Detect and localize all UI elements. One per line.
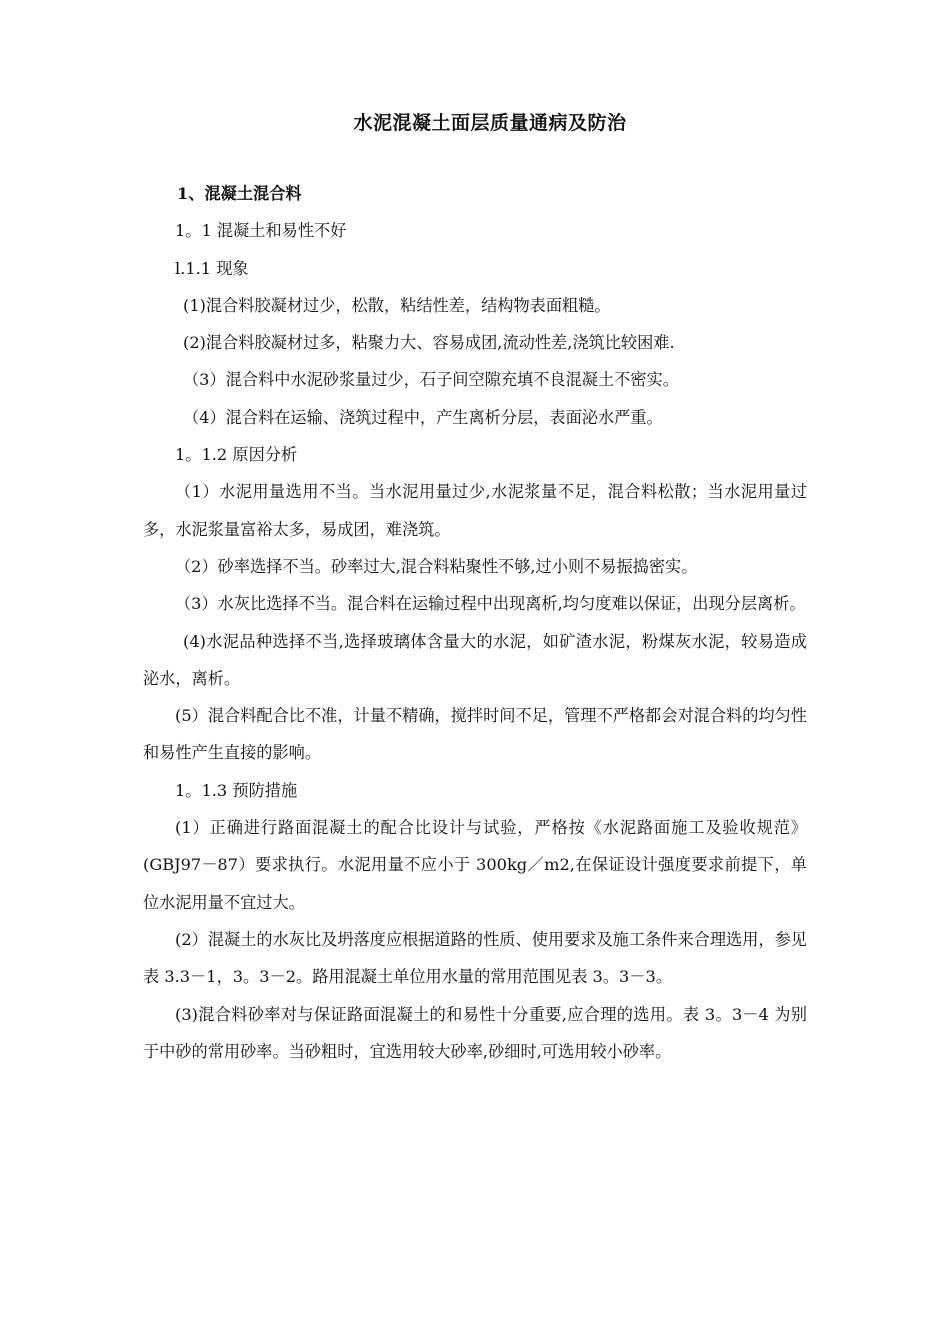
document-title: 水泥混凝土面层质量通病及防治 [353, 112, 627, 134]
paragraph: （3）水灰比选择不当。混合料在运输过程中出现离析,均匀度难以保证，出现分层离析。 [175, 594, 806, 614]
section-heading: 1、混凝土混合料 [177, 184, 302, 203]
paragraph: (2）混凝土的水灰比及坍落度应根据道路的性质、使用要求及施工条件来合理选用，参见表 3.3－1，3。3－2。路用混凝土单位用水量的常用范围见表 3。3－3。 [143, 929, 807, 987]
paragraph: （2）砂率选择不当。砂率过大,混合料粘聚性不够,过小则不易振捣密实。 [175, 556, 698, 576]
paragraph: (5）混合料配合比不准，计量不精确，搅拌时间不足，管理不严格都会对混合料的均匀性和易性产生直接的影响。 [143, 706, 807, 763]
paragraph: (3)混合料砂率对与保证路面混凝土的和易性十分重要,应合理的选用。表 3。3－4 为别于中砂的常用砂率。当砂粗时，宜选用较大砂率,砂细时,可选用较小砂率。 [143, 1004, 807, 1061]
subsection-heading: 1。1.3 预防措施 [175, 780, 298, 800]
paragraph: (4)水泥品种选择不当,选择玻璃体含量大的水泥，如矿渣水泥，粉煤灰水泥，较易造成泌水，离析。 [143, 631, 807, 688]
subsection-heading: 1。1.2 原因分析 [175, 445, 298, 465]
paragraph: (1）正确进行路面混凝土的配合比设计与试验，严格按《水泥路面施工及验收规范》(GBJ97－87）要求执行。水泥用量不应小于 300kg／m2,在保证设计强度要求前提下，单位水泥用量不宜过大。 [143, 818, 807, 912]
paragraph: （3）混合料中水泥砂浆量过少，石子间空隙充填不良混凝土不密实。 [183, 370, 679, 390]
document-body [143, 175, 807, 1070]
subsection-heading: 1。1 混凝土和易性不好 [175, 221, 347, 241]
paragraph: （4）混合料在运输、浇筑过程中，产生离析分层，表面泌水严重。 [183, 407, 663, 427]
subsection-heading: l.1.1 现象 [175, 258, 249, 278]
paragraph: (2)混合料胶凝材过多，粘聚力大、容易成团,流动性差,浇筑比较困难. [183, 333, 675, 353]
paragraph: (1)混合料胶凝材过少，松散，粘结性差，结构物表面粗糙。 [183, 295, 611, 315]
paragraph: （1）水泥用量选用不当。当水泥用量过少,水泥浆量不足，混合料松散；当水泥用量过多，水泥浆量富裕太多，易成团，难浇筑。 [143, 482, 807, 539]
